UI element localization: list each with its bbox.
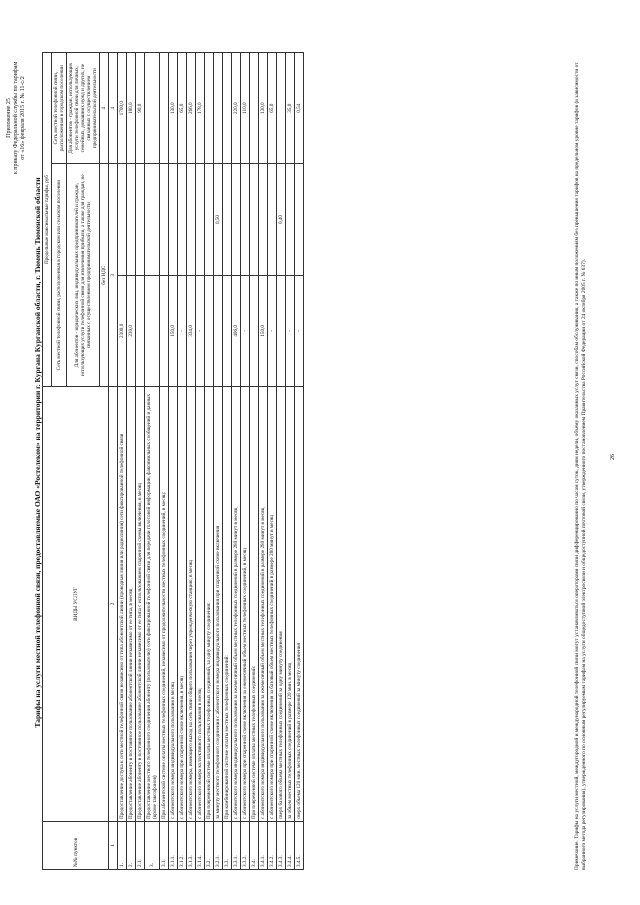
footnote: Примечание. Тарифы на услуги местной, междугородной и международной телефонной связи могут устанавливаться операторами связи дифференцированно по часам суток, дням недели, объему оказанных услуг связи, способам обслуживания, а также по иным положениям без превышения тарифов на предельном уровне тарифов (в зависимости от выбранного метода регулирования), утвержденного по основным регулируемым тарифам на услуги общедоступной электросвязи и общедоступной почтовой связи, утвержденного постановлением Правительства Российской Федерации от 24 октября 2005 г. № 637). <box>574 62 587 870</box>
page-number: 26 <box>610 454 616 460</box>
tariff-table <box>42 52 304 870</box>
row-value-1: - <box>196 275 205 386</box>
row-value-3: 110,0 <box>241 53 250 164</box>
row-value-2 <box>196 164 205 275</box>
row-value-1: - <box>241 275 250 386</box>
row-description: с абонентского номера, имеющего выход на сеть связи общего пользования через учрежденческую станцию, в месяц <box>187 387 196 822</box>
row-description: с абонентского номера при спаренной схеме включения за ежемесячный объем местных телефонных соединений, в месяц <box>241 387 250 822</box>
row-value-1 <box>223 275 232 386</box>
row-description: за минуту местного телефонного соединения с абонентского номера индивидуального пользования при спаренной схеме включения <box>214 387 223 822</box>
row-value-1 <box>250 275 259 386</box>
appendix-label: Приложение 25 <box>6 98 12 138</box>
row-description: с абонентского номера при спаренной схеме включения, в месяц <box>178 387 187 822</box>
row-number: 1. <box>118 822 127 870</box>
index-1: 1 <box>109 822 118 870</box>
header-line-3: от «16» февраля 2015 г. № 11-с/2 <box>20 76 26 160</box>
row-number: 3.1.2. <box>178 822 187 870</box>
row-description: с абонентского номера индивидуального пользования за ежемесячный объем местных телефонных соединений в размере 280 минут в месяц <box>259 387 268 822</box>
row-value-2 <box>259 164 268 275</box>
row-number: 3.3.1. <box>232 822 241 870</box>
row-value-3: 65,0 <box>268 53 277 164</box>
row-description: с абонентского номера индивидуального пользования в месяц <box>169 387 178 822</box>
row-description: Предоставление абоненту в постоянное пользование абонентской линии независимо от ее типа с использованием спаренной схемы включения, в месяц <box>136 387 145 822</box>
row-number: 3.1.4. <box>196 822 205 870</box>
row-value-2 <box>295 164 304 275</box>
row-value-3: 220,0 <box>232 53 241 164</box>
row-description: с абонентского номера индивидуального пользования за ежемесячный объем местных телефонных соединений в размере 280 минут в месяц <box>232 387 241 822</box>
table-row <box>178 53 187 870</box>
row-number: 3.1. <box>160 822 169 870</box>
row-value-3: 130,0 <box>169 53 178 164</box>
row-number: 2. <box>127 822 136 870</box>
row-value-3: 90,0 <box>136 53 145 164</box>
row-value-1 <box>136 275 145 386</box>
row-number: 3.2.1. <box>214 822 223 870</box>
row-value-1 <box>214 275 223 386</box>
header-vat-2: 4 <box>100 53 109 164</box>
table-row <box>187 53 196 870</box>
table-row <box>169 53 178 870</box>
row-number: 2.1. <box>136 822 145 870</box>
row-value-1: 230,0 <box>127 275 136 386</box>
table-row <box>136 53 145 870</box>
table-row <box>277 53 286 870</box>
row-value-1: 150,0 <box>259 275 268 386</box>
table-row <box>241 53 250 870</box>
table-row <box>223 53 232 870</box>
row-value-3: 65,0 <box>178 53 187 164</box>
header-tariffs: Предельные максимальные тарифы, руб <box>43 53 52 387</box>
row-description: При комбинированной системе оплаты местных телефонных соединений: <box>223 387 232 822</box>
row-number: 3.4.1. <box>259 822 268 870</box>
row-number: 3.4.4. <box>286 822 295 870</box>
row-value-2: 0,40 <box>277 164 286 275</box>
page-title: Тарифы на услуги местной телефонной связи, предоставляемые ОАО «Ростелеком» на территории г. Кургана Курганской области, г. Тюмень Тюменской области <box>33 177 42 728</box>
row-value-2 <box>145 164 160 275</box>
index-3: 3 <box>109 164 118 387</box>
row-number: 3.4. <box>250 822 259 870</box>
row-value-3 <box>160 53 169 164</box>
tariff-rows <box>118 53 304 870</box>
row-description: с абонентского номера коллективного пользования в месяц <box>196 387 205 822</box>
table-row <box>145 53 160 870</box>
row-value-3: 35,0 <box>286 53 295 164</box>
row-value-2 <box>286 164 295 275</box>
header-desc: ВИДЫ УСЛУГ <box>43 387 109 822</box>
row-value-3: 130,0 <box>259 53 268 164</box>
row-value-3 <box>277 53 286 164</box>
row-description: за объем местных телефонных соединений в размере 120 мин. в месяц <box>286 387 295 822</box>
row-value-1 <box>277 275 286 386</box>
row-value-1 <box>145 275 160 386</box>
row-value-2 <box>127 164 136 275</box>
table-row <box>295 53 304 870</box>
row-value-3: 0,54 <box>295 53 304 164</box>
row-value-1: 334,0 <box>187 275 196 386</box>
row-description: с абонентского номера при спаренной схеме включения за базовый объем местных телефонных соединений в размере 280 минут в месяц <box>268 387 277 822</box>
row-value-2 <box>205 164 214 275</box>
header-network-1: Сеть местной телефонной связи, расположенная в городском или сельском поселении <box>52 164 67 387</box>
table-row <box>259 53 268 870</box>
row-number: 3.4.2. <box>268 822 277 870</box>
row-value-2 <box>178 164 187 275</box>
header-line-2: к приказу Федеральной службы по тарифам <box>13 61 19 175</box>
row-description: При повременной системе оплаты местных телефонных соединений: <box>250 387 259 822</box>
row-number: 3.3.2. <box>241 822 250 870</box>
table-row <box>205 53 214 870</box>
row-value-3: 1700,0 <box>118 53 127 164</box>
row-value-2 <box>160 164 169 275</box>
row-description: сверх объема 120 мин. местных телефонных соединений за минуту соединения <box>295 387 304 822</box>
row-description: Предоставление местного телефонного соединения абоненту (пользователю) сети фиксированной телефонной связи для передачи голосовой информации, факсимильных сообщений и данных (кроме таксофонов) <box>145 387 160 822</box>
row-value-3: 266,0 <box>187 53 196 164</box>
row-value-3 <box>223 53 232 164</box>
row-number: 3. <box>145 822 160 870</box>
table-row <box>196 53 205 870</box>
row-value-2 <box>169 164 178 275</box>
header-sub-1: Для абонентов - юридических лиц, индивидуальных предпринимателей и граждан, использующих услуги телефонной связи для извлечения прибыли, а также для граждан, не связанных с осуществлением предпринимательской деятельности <box>67 164 100 387</box>
row-value-2 <box>136 164 145 275</box>
row-value-1: 2300,0 <box>118 275 127 386</box>
row-description: Предоставление абоненту в постоянное пользование абонентской линии независимо от ее типа, в месяц <box>127 387 136 822</box>
row-value-2 <box>232 164 241 275</box>
row-description: Предоставление доступа к сети местной телефонной связи независимо от типа абонентской линии (проводная линия или радиолиния) сети фиксированной телефонной связи <box>118 387 127 822</box>
row-value-2: 0,50 <box>214 164 223 275</box>
table-row <box>118 53 127 870</box>
row-value-1: - <box>178 275 187 386</box>
index-4: 4 <box>109 53 118 164</box>
row-value-3: 178,0 <box>196 53 205 164</box>
table-row <box>232 53 241 870</box>
row-description: При абонентской системе оплаты местных телефонных соединений, независимо от продолжительности местных телефонных соединений, в месяц: <box>160 387 169 822</box>
row-number: 3.2. <box>205 822 214 870</box>
header-vat: без НДС <box>100 164 109 387</box>
row-value-1: - <box>295 275 304 386</box>
row-value-1 <box>160 275 169 386</box>
row-value-2 <box>118 164 127 275</box>
row-value-3 <box>205 53 214 164</box>
header-num: №№ пунктов <box>43 822 109 870</box>
row-value-2 <box>241 164 250 275</box>
table-row <box>286 53 295 870</box>
row-value-3 <box>145 53 160 164</box>
document-header <box>6 28 27 208</box>
row-value-2 <box>187 164 196 275</box>
row-value-1: 150,0 <box>169 275 178 386</box>
row-number: 3.4.3. <box>277 822 286 870</box>
row-value-3: 180,0 <box>127 53 136 164</box>
row-number: 3.1.3. <box>187 822 196 870</box>
index-2: 2 <box>109 387 118 822</box>
row-number: 3.1.1. <box>169 822 178 870</box>
row-number: 3.3. <box>223 822 232 870</box>
header-network-2: Сеть местной телефонной связи, расположенная в городском поселении <box>52 53 67 164</box>
row-value-1 <box>205 275 214 386</box>
table-row <box>250 53 259 870</box>
header-sub-2: Для абонентов - граждан, использующих услуги телефонной связи для личных, семейных, домашних нужд и других, не связанных с осуществлением предпринимательской деятельности <box>67 53 100 164</box>
row-value-3 <box>250 53 259 164</box>
row-value-1: - <box>286 275 295 386</box>
row-description: При повременной системе оплаты местных телефонных соединений, за одну минуту соединения: <box>205 387 214 822</box>
table-row <box>127 53 136 870</box>
row-value-1: - <box>268 275 277 386</box>
row-value-1: 406,0 <box>232 275 241 386</box>
table-row <box>214 53 223 870</box>
row-description: сверх базового объема местных телефонных соединений за одну минуту соединения <box>277 387 286 822</box>
row-value-2 <box>223 164 232 275</box>
table-row <box>268 53 277 870</box>
table-row <box>160 53 169 870</box>
row-value-2 <box>268 164 277 275</box>
row-value-2 <box>250 164 259 275</box>
row-number: 3.4.5. <box>295 822 304 870</box>
row-value-3 <box>214 53 223 164</box>
